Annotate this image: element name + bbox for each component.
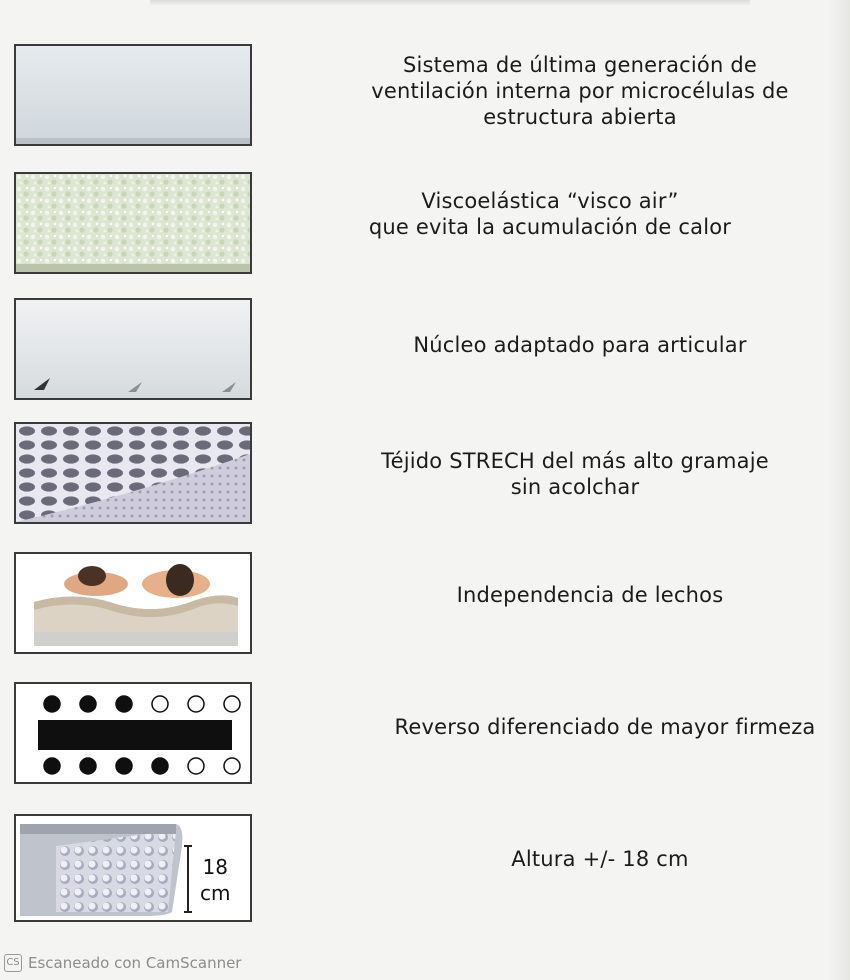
feature-text-core: Núcleo adaptado para articular — [413, 333, 747, 357]
feature-text-independence: Independencia de lechos — [456, 583, 724, 607]
firmness-bottom-dot-filled — [44, 758, 60, 774]
feature-text-ventilation: Sistema de última generación de ventilación interna por microcélulas de estructura abierta — [371, 53, 789, 129]
scanner-watermark-text: Escaneado con CamScanner — [28, 954, 242, 972]
feature-row-height — [0, 810, 850, 930]
feature-row-visco — [0, 168, 850, 278]
feature-text-stretch: Téjido STRECH del más alto gramaje sin acolchar — [381, 449, 769, 499]
mattress-height-icon — [14, 814, 252, 922]
firmness-bottom-dot-empty — [224, 758, 240, 774]
camscanner-logo-icon: CS — [4, 954, 22, 972]
firmness-bottom-dot-filled — [152, 758, 168, 774]
visco-foam-icon — [14, 172, 252, 274]
scan-artifact — [150, 0, 750, 6]
firmness-bottom-dot-filled — [80, 758, 96, 774]
feature-row-stretch — [0, 420, 850, 530]
core-layer-icon — [14, 298, 252, 400]
feature-row-independence — [0, 548, 850, 658]
firmness-bottom-dot-filled — [116, 758, 132, 774]
feature-text-firmness: Reverso diferenciado de mayor firmeza — [394, 715, 816, 739]
feature-row-firmness — [0, 678, 850, 788]
firmness-top-dot-empty — [152, 696, 168, 712]
feature-row-core — [0, 294, 850, 404]
firmness-top-dot-filled — [80, 696, 96, 712]
feature-row-ventilation — [0, 40, 850, 150]
ventilation-layer-icon — [14, 44, 252, 146]
couple-sleeping-icon — [14, 552, 252, 654]
feature-text-visco: Viscoelástica “visco air” que evita la acumulación de calor — [368, 189, 732, 239]
firmness-top-dot-empty — [224, 696, 240, 712]
scanner-watermark — [4, 954, 241, 972]
firmness-bottom-dot-empty — [188, 758, 204, 774]
firmness-top-dot-empty — [188, 696, 204, 712]
firmness-top-dot-filled — [44, 696, 60, 712]
stretch-fabric-icon — [14, 422, 252, 524]
firmness-dots-icon — [14, 682, 252, 784]
height-value-label: 18 cm — [200, 855, 231, 905]
feature-text-height: Altura +/- 18 cm — [511, 847, 689, 871]
firmness-top-dot-filled — [116, 696, 132, 712]
firmness-bar — [38, 720, 232, 750]
